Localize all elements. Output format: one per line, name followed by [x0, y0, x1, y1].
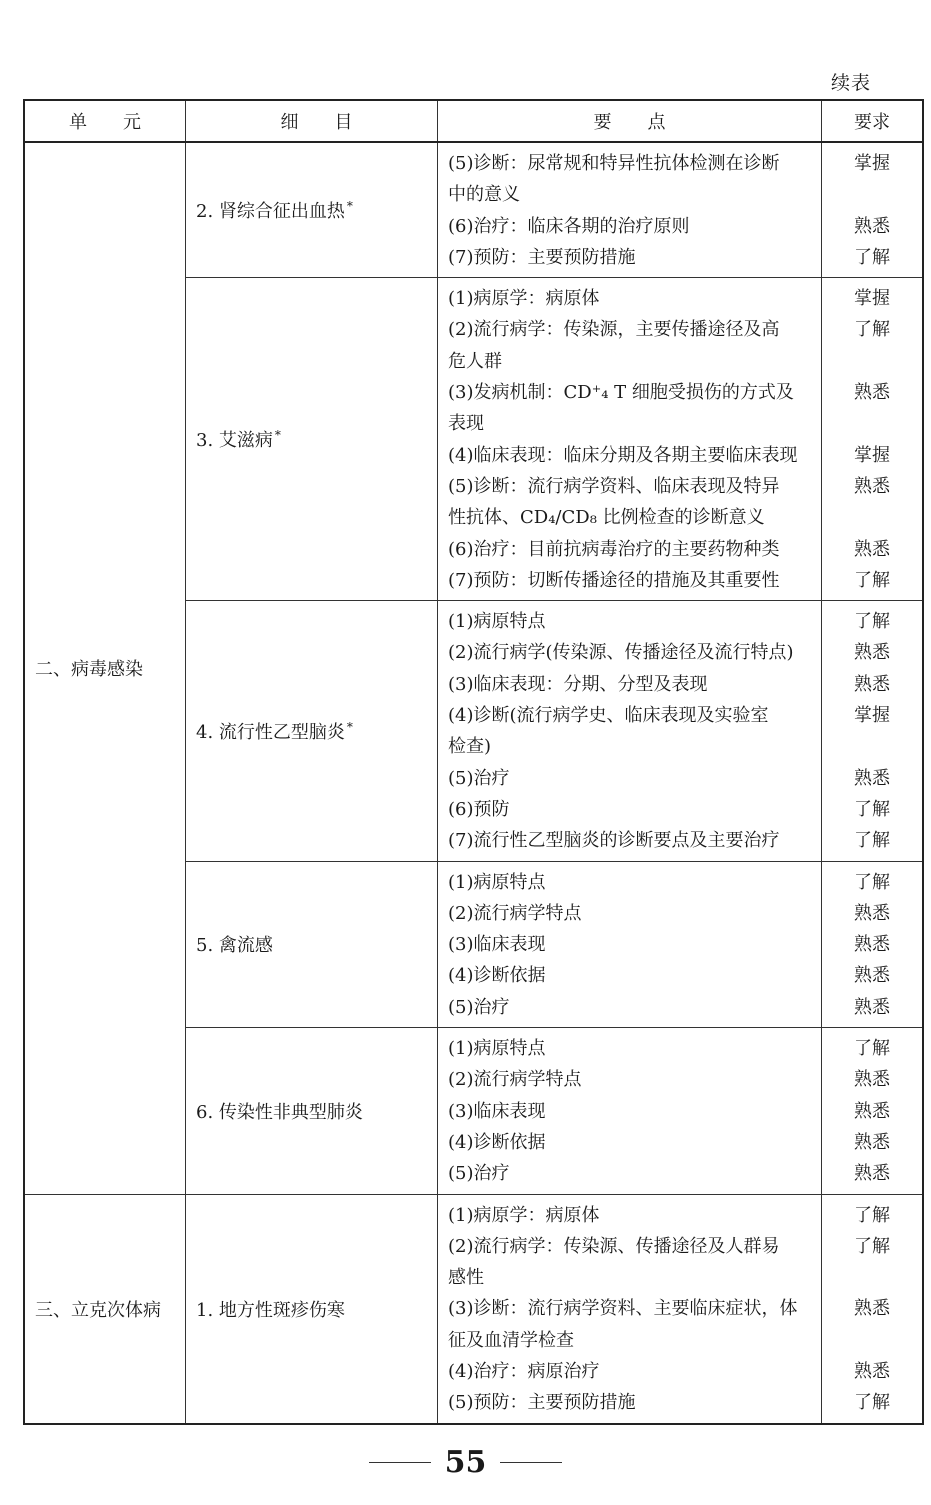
requirement-level: 了解 — [854, 830, 890, 852]
requirement-level: 熟悉 — [854, 1131, 890, 1153]
point-line: (4)临床表现：临床分期及各期主要临床表现 — [448, 444, 798, 466]
page-footer — [0, 1445, 931, 1480]
requirement-level: 熟悉 — [854, 215, 890, 237]
requirement-spacer — [822, 408, 922, 439]
table-row — [24, 1194, 923, 1424]
point-line: (1)病原特点 — [448, 1038, 546, 1060]
requirement-cell — [822, 861, 924, 1027]
detail-label: 5. 禽流感 — [196, 935, 273, 957]
detail-cell — [186, 1194, 438, 1424]
requirement-level: 了解 — [854, 569, 890, 591]
requirement-level: 了解 — [854, 798, 890, 820]
points-cell — [438, 1028, 822, 1194]
requirement-cell — [822, 1194, 924, 1424]
points-cell — [438, 278, 822, 601]
point-line: (7)预防：切断传播途径的措施及其重要性 — [448, 569, 780, 591]
detail-label: 3. 艾滋病 — [196, 430, 273, 452]
point-line: (3)临床表现 — [448, 1100, 546, 1122]
point-line: (2)流行病学(传染源、传播途径及流行特点) — [448, 642, 794, 664]
point-line: (5)诊断：流行病学资料、临床表现及特异 — [448, 475, 780, 497]
detail-label: 1. 地方性斑疹伤寒 — [196, 1299, 345, 1321]
points-cell — [438, 142, 822, 278]
point-line: (3)诊断：流行病学资料、主要临床症状，体 — [448, 1298, 798, 1320]
requirement-level: 熟悉 — [854, 767, 890, 789]
point-line: (1)病原学：病原体 — [448, 1204, 600, 1226]
point-line: (7)流行性乙型脑炎的诊断要点及主要治疗 — [448, 830, 780, 852]
requirement-level: 熟悉 — [854, 382, 890, 404]
point-line: 检查) — [448, 736, 492, 758]
point-line: (2)流行病学特点 — [448, 1069, 582, 1091]
page-number: 55 — [444, 1445, 487, 1480]
requirement-level: 熟悉 — [854, 538, 890, 560]
point-line: (7)预防：主要预防措施 — [448, 246, 636, 268]
table-row — [24, 142, 923, 278]
point-line: (3)临床表现 — [448, 934, 546, 956]
point-line: (3)发病机制：CD⁺₄ T 细胞受损伤的方式及 — [448, 382, 794, 404]
detail-cell — [186, 142, 438, 278]
header-requirement: 要求 — [822, 100, 924, 142]
unit-cell: 三、立克次体病 — [24, 1194, 186, 1424]
requirement-level: 熟悉 — [854, 965, 890, 987]
point-line: (1)病原学：病原体 — [448, 288, 600, 310]
point-line: (5)治疗 — [448, 1163, 510, 1185]
detail-cell — [186, 861, 438, 1027]
point-line: (1)病原特点 — [448, 611, 546, 633]
requirement-level: 熟悉 — [854, 1298, 890, 1320]
requirement-level: 熟悉 — [854, 902, 890, 924]
point-line: (4)诊断依据 — [448, 1131, 546, 1153]
requirement-level: 熟悉 — [854, 1100, 890, 1122]
requirement-level: 掌握 — [854, 153, 890, 174]
requirement-level: 掌握 — [854, 444, 890, 466]
detail-cell — [186, 1028, 438, 1194]
requirement-level: 了解 — [854, 1204, 890, 1226]
points-cell — [438, 861, 822, 1027]
point-line: (3)临床表现：分期、分型及表现 — [448, 673, 708, 695]
key-item-star: * — [346, 719, 353, 734]
requirement-cell — [822, 601, 924, 861]
detail-cell — [186, 601, 438, 861]
detail-label: 2. 肾综合征出血热 — [196, 201, 345, 223]
table-header-row — [24, 100, 923, 142]
point-line: (2)流行病学特点 — [448, 902, 582, 924]
requirement-cell — [822, 278, 924, 601]
point-line: (2)流行病学：传染源、传播途径及人群易 — [448, 1235, 780, 1257]
requirement-cell — [822, 142, 924, 278]
point-line: (4)诊断(流行病学史、临床表现及实验室 — [448, 705, 769, 727]
point-line: (1)病原特点 — [448, 871, 546, 893]
requirement-spacer — [822, 502, 922, 533]
continued-label: 续表 — [830, 72, 871, 94]
unit-cell: 二、病毒感染 — [24, 142, 186, 1194]
syllabus-table — [23, 99, 924, 1425]
footer-rule-right — [500, 1462, 562, 1463]
requirement-spacer — [822, 1262, 922, 1293]
header-detail: 细 目 — [186, 100, 438, 142]
requirement-level: 熟悉 — [854, 996, 890, 1018]
point-line: 表现 — [448, 413, 484, 435]
requirement-cell — [822, 1028, 924, 1194]
requirement-level: 了解 — [854, 1392, 890, 1414]
header-points: 要 点 — [438, 100, 822, 142]
header-unit: 单 元 — [24, 100, 186, 142]
key-item-star: * — [274, 428, 281, 443]
point-line: (6)预防 — [448, 798, 510, 820]
requirement-spacer — [822, 731, 922, 762]
point-line: (5)诊断：尿常规和特异性抗体检测在诊断 — [448, 153, 780, 174]
point-line: (5)治疗 — [448, 767, 510, 789]
points-cell — [438, 1194, 822, 1424]
detail-cell — [186, 278, 438, 601]
requirement-level: 熟悉 — [854, 1069, 890, 1091]
requirement-level: 掌握 — [854, 705, 890, 727]
points-cell — [438, 601, 822, 861]
table-body — [24, 142, 923, 1424]
key-item-star: * — [346, 199, 353, 214]
point-line: 危人群 — [448, 350, 502, 372]
detail-label: 4. 流行性乙型脑炎 — [196, 721, 345, 743]
requirement-level: 了解 — [854, 1038, 890, 1060]
requirement-level: 了解 — [854, 1235, 890, 1257]
point-line: (4)诊断依据 — [448, 965, 546, 987]
requirement-spacer — [822, 179, 922, 210]
detail-label: 6. 传染性非典型肺炎 — [196, 1101, 363, 1123]
point-line: 中的意义 — [448, 184, 520, 206]
point-line: 征及血清学检查 — [448, 1329, 574, 1351]
footer-rule-left — [369, 1462, 431, 1463]
point-line: (4)治疗：病原治疗 — [448, 1360, 600, 1382]
requirement-level: 熟悉 — [854, 934, 890, 956]
requirement-level: 了解 — [854, 611, 890, 633]
requirement-spacer — [822, 1325, 922, 1356]
point-line: 感性 — [448, 1267, 484, 1289]
requirement-level: 熟悉 — [854, 1360, 890, 1382]
requirement-level: 熟悉 — [854, 642, 890, 664]
point-line: 性抗体、CD₄/CD₈ 比例检查的诊断意义 — [448, 507, 765, 529]
requirement-level: 了解 — [854, 319, 890, 341]
point-line: (6)治疗：目前抗病毒治疗的主要药物种类 — [448, 538, 780, 560]
requirement-level: 熟悉 — [854, 673, 890, 695]
point-line: (5)治疗 — [448, 996, 510, 1018]
point-line: (6)治疗：临床各期的治疗原则 — [448, 215, 690, 237]
requirement-level: 了解 — [854, 246, 890, 268]
point-line: (5)预防：主要预防措施 — [448, 1392, 636, 1414]
point-line: (2)流行病学：传染源，主要传播途径及高 — [448, 319, 780, 341]
requirement-spacer — [822, 346, 922, 377]
requirement-level: 了解 — [854, 871, 890, 893]
requirement-level: 掌握 — [854, 288, 890, 310]
requirement-level: 熟悉 — [854, 1163, 890, 1185]
requirement-level: 熟悉 — [854, 475, 890, 497]
